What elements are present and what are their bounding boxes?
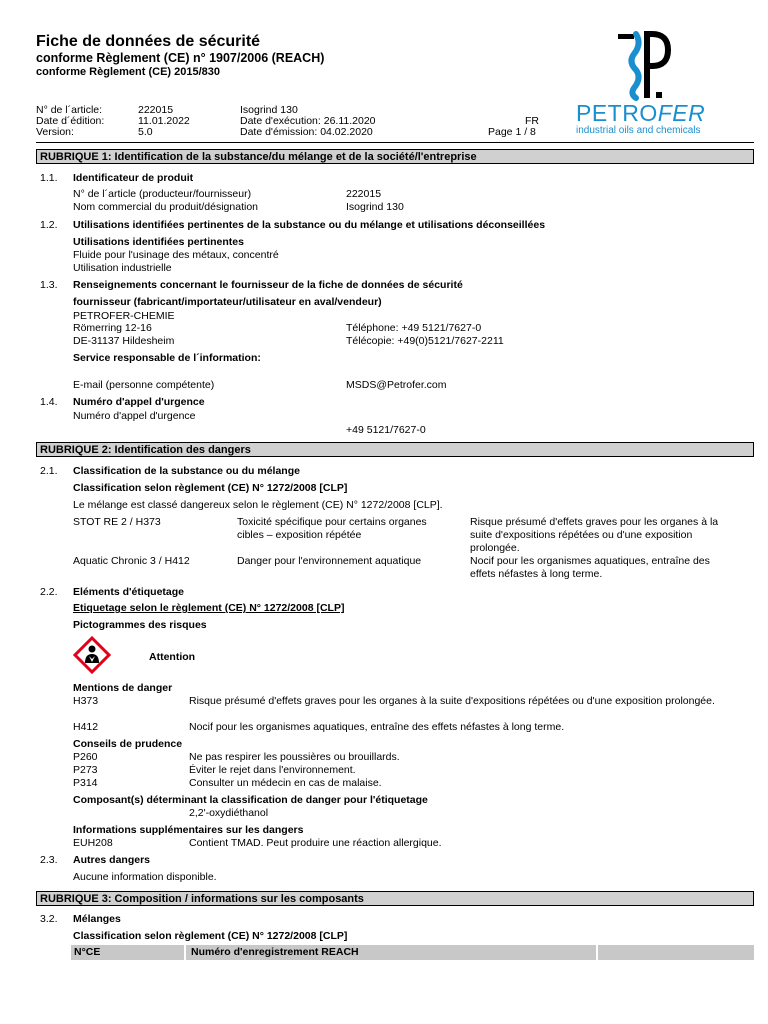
header-divider bbox=[36, 142, 754, 143]
s11-label-name: Nom commercial du produit/désignation bbox=[73, 201, 259, 213]
prec-3-code: P314 bbox=[73, 777, 98, 789]
prec-1-code: P260 bbox=[73, 751, 98, 763]
hazard-2-code: H412 bbox=[73, 721, 99, 733]
s13-email-value[interactable]: MSDS@Petrofer.com bbox=[346, 379, 447, 391]
s22-title: Eléments d'étiquetage bbox=[73, 586, 185, 598]
composition-table-header bbox=[71, 945, 754, 960]
prec-3-text: Consulter un médecin en cas de malaise. bbox=[189, 777, 382, 789]
s13-subtitle: fournisseur (fabricant/importateur/utilisateur en aval/vendeur) bbox=[73, 296, 382, 308]
s11-value-name: Isogrind 130 bbox=[346, 201, 404, 213]
hazard-1-code: H373 bbox=[73, 695, 99, 707]
logo-tagline: industrial oils and chemicals bbox=[576, 125, 701, 136]
s21-number: 2.1. bbox=[40, 465, 58, 477]
s13-email-label: E-mail (personne compétente) bbox=[73, 379, 215, 391]
meta-label-edition: Date d´édition: bbox=[36, 115, 105, 127]
petrofer-logo-icon bbox=[612, 30, 672, 102]
meta-label-article: N° de l´article: bbox=[36, 104, 103, 116]
prec-1-text: Ne pas respirer les poussières ou brouillards. bbox=[189, 751, 400, 763]
s11-label-article: N° de l´article (producteur/fournisseur) bbox=[73, 188, 252, 200]
s23-title: Autres dangers bbox=[73, 854, 151, 866]
class-row-2-desc: Danger pour l'environnement aquatique bbox=[237, 555, 422, 567]
s22-number: 2.2. bbox=[40, 586, 58, 598]
s11-title: Identificateur de produit bbox=[73, 172, 194, 184]
supplementary-text: Contient TMAD. Peut produire une réaction allergique. bbox=[189, 837, 442, 849]
s13-phone: Téléphone: +49 5121/7627-0 bbox=[346, 322, 482, 334]
s11-number: 1.1. bbox=[40, 172, 58, 184]
meta-label-version: Version: bbox=[36, 126, 74, 138]
prec-2-text: Éviter le rejet dans l'environnement. bbox=[189, 764, 356, 776]
s13-info-service: Service responsable de l´information: bbox=[73, 352, 261, 364]
s21-title: Classification de la substance ou du mélange bbox=[73, 465, 300, 477]
s13-number: 1.3. bbox=[40, 279, 58, 291]
section-2-heading: RUBRIQUE 2: Identification des dangers bbox=[36, 442, 754, 457]
s14-number: 1.4. bbox=[40, 396, 58, 408]
meta-lang: FR bbox=[525, 115, 539, 127]
s32-title: Mélanges bbox=[73, 913, 121, 925]
section-3-heading: RUBRIQUE 3: Composition / informations sur les composants bbox=[36, 891, 754, 906]
s12-title: Utilisations identifiées pertinentes de la substance ou du mélange et utilisations déconseillées bbox=[73, 219, 546, 231]
s14-label: Numéro d'appel d'urgence bbox=[73, 410, 196, 422]
doc-title: Fiche de données de sécurité bbox=[36, 33, 261, 50]
components-title: Composant(s) déterminant la classification de danger pour l'étiquetage bbox=[73, 794, 428, 806]
logo-wordmark bbox=[576, 101, 705, 125]
meta-value-edition: 11.01.2022 bbox=[138, 115, 190, 127]
class-row-1-risk: Risque présumé d'effets graves pour les organes à la suite d'expositions répétées ou d'une exposition prolongée. bbox=[470, 516, 719, 554]
logo-text-fer: FER bbox=[657, 100, 706, 126]
s13-street: Römerring 12-16 bbox=[73, 322, 152, 334]
hazard-statements-title: Mentions de danger bbox=[73, 682, 173, 694]
s22-subtitle: Etiquetage selon le règlement (CE) N° 1272/2008 [CLP] bbox=[73, 602, 345, 614]
meta-product-name: Isogrind 130 bbox=[240, 104, 298, 116]
s21-text: Le mélange est classé dangereux selon le règlement (CE) N° 1272/2008 [CLP]. bbox=[73, 499, 443, 511]
supplementary-code: EUH208 bbox=[73, 837, 113, 849]
prec-2-code: P273 bbox=[73, 764, 98, 776]
s21-subtitle: Classification selon règlement (CE) N° 1272/2008 [CLP] bbox=[73, 482, 348, 494]
s12-number: 1.2. bbox=[40, 219, 58, 231]
s23-number: 2.3. bbox=[40, 854, 58, 866]
section-1-heading: RUBRIQUE 1: Identification de la substance/du mélange et de la société/l'entreprise bbox=[36, 149, 754, 164]
s32-subtitle: Classification selon règlement (CE) N° 1272/2008 [CLP] bbox=[73, 930, 348, 942]
doc-subtitle-reach: conforme Règlement (CE) n° 1907/2006 (REACH) bbox=[36, 51, 325, 65]
s14-title: Numéro d'appel d'urgence bbox=[73, 396, 205, 408]
col-header-empty bbox=[600, 945, 754, 960]
s13-fax: Télécopie: +49(0)5121/7627-2211 bbox=[346, 335, 504, 347]
s12-use-1: Fluide pour l'usinage des métaux, concentré bbox=[73, 249, 279, 261]
class-row-1-code: STOT RE 2 / H373 bbox=[73, 516, 161, 528]
doc-subtitle-reg: conforme Règlement (CE) 2015/830 bbox=[36, 66, 221, 78]
s12-subtitle: Utilisations identifiées pertinentes bbox=[73, 236, 244, 248]
meta-page: Page 1 / 8 bbox=[488, 126, 536, 138]
s13-city: DE-31137 Hildesheim bbox=[73, 335, 175, 347]
class-row-2-risk: Nocif pour les organismes aquatiques, entraîne des effets néfastes à long terme. bbox=[470, 555, 710, 580]
s23-text: Aucune information disponible. bbox=[73, 871, 217, 883]
s13-company: PETROFER-CHEMIE bbox=[73, 310, 175, 322]
class-row-2-code: Aquatic Chronic 3 / H412 bbox=[73, 555, 190, 567]
s11-value-article: 222015 bbox=[346, 188, 382, 200]
s14-value: +49 5121/7627-0 bbox=[346, 424, 426, 436]
hazard-1-text: Risque présumé d'effets graves pour les organes à la suite d'expositions répétées ou d'une exposition prolongée. bbox=[189, 695, 715, 707]
logo-text-petro: PETRO bbox=[576, 100, 658, 126]
meta-issue-date: Date d'émission: 04.02.2020 bbox=[240, 126, 373, 138]
ghs08-health-hazard-icon bbox=[73, 636, 111, 674]
signal-word: Attention bbox=[149, 651, 196, 663]
picto-title: Pictogrammes des risques bbox=[73, 619, 207, 631]
meta-value-version: 5.0 bbox=[138, 126, 153, 138]
meta-exec-date: Date d'exécution: 26.11.2020 bbox=[240, 115, 376, 127]
s12-use-2: Utilisation industrielle bbox=[73, 262, 172, 274]
col-header-ce: N°CE bbox=[71, 945, 186, 960]
supplementary-title: Informations supplémentaires sur les dangers bbox=[73, 824, 304, 836]
s13-title: Renseignements concernant le fournisseur de la fiche de données de sécurité bbox=[73, 279, 463, 291]
hazard-2-text: Nocif pour les organismes aquatiques, entraîne des effets néfastes à long terme. bbox=[189, 721, 565, 733]
precaution-title: Conseils de prudence bbox=[73, 738, 183, 750]
col-header-reach: Numéro d'enregistrement REACH bbox=[188, 945, 598, 960]
components-value: 2,2'-oxydiéthanol bbox=[189, 807, 269, 819]
class-row-1-desc: Toxicité spécifique pour certains organes cibles – exposition répétée bbox=[237, 516, 427, 541]
s32-number: 3.2. bbox=[40, 913, 58, 925]
meta-value-article: 222015 bbox=[138, 104, 174, 116]
